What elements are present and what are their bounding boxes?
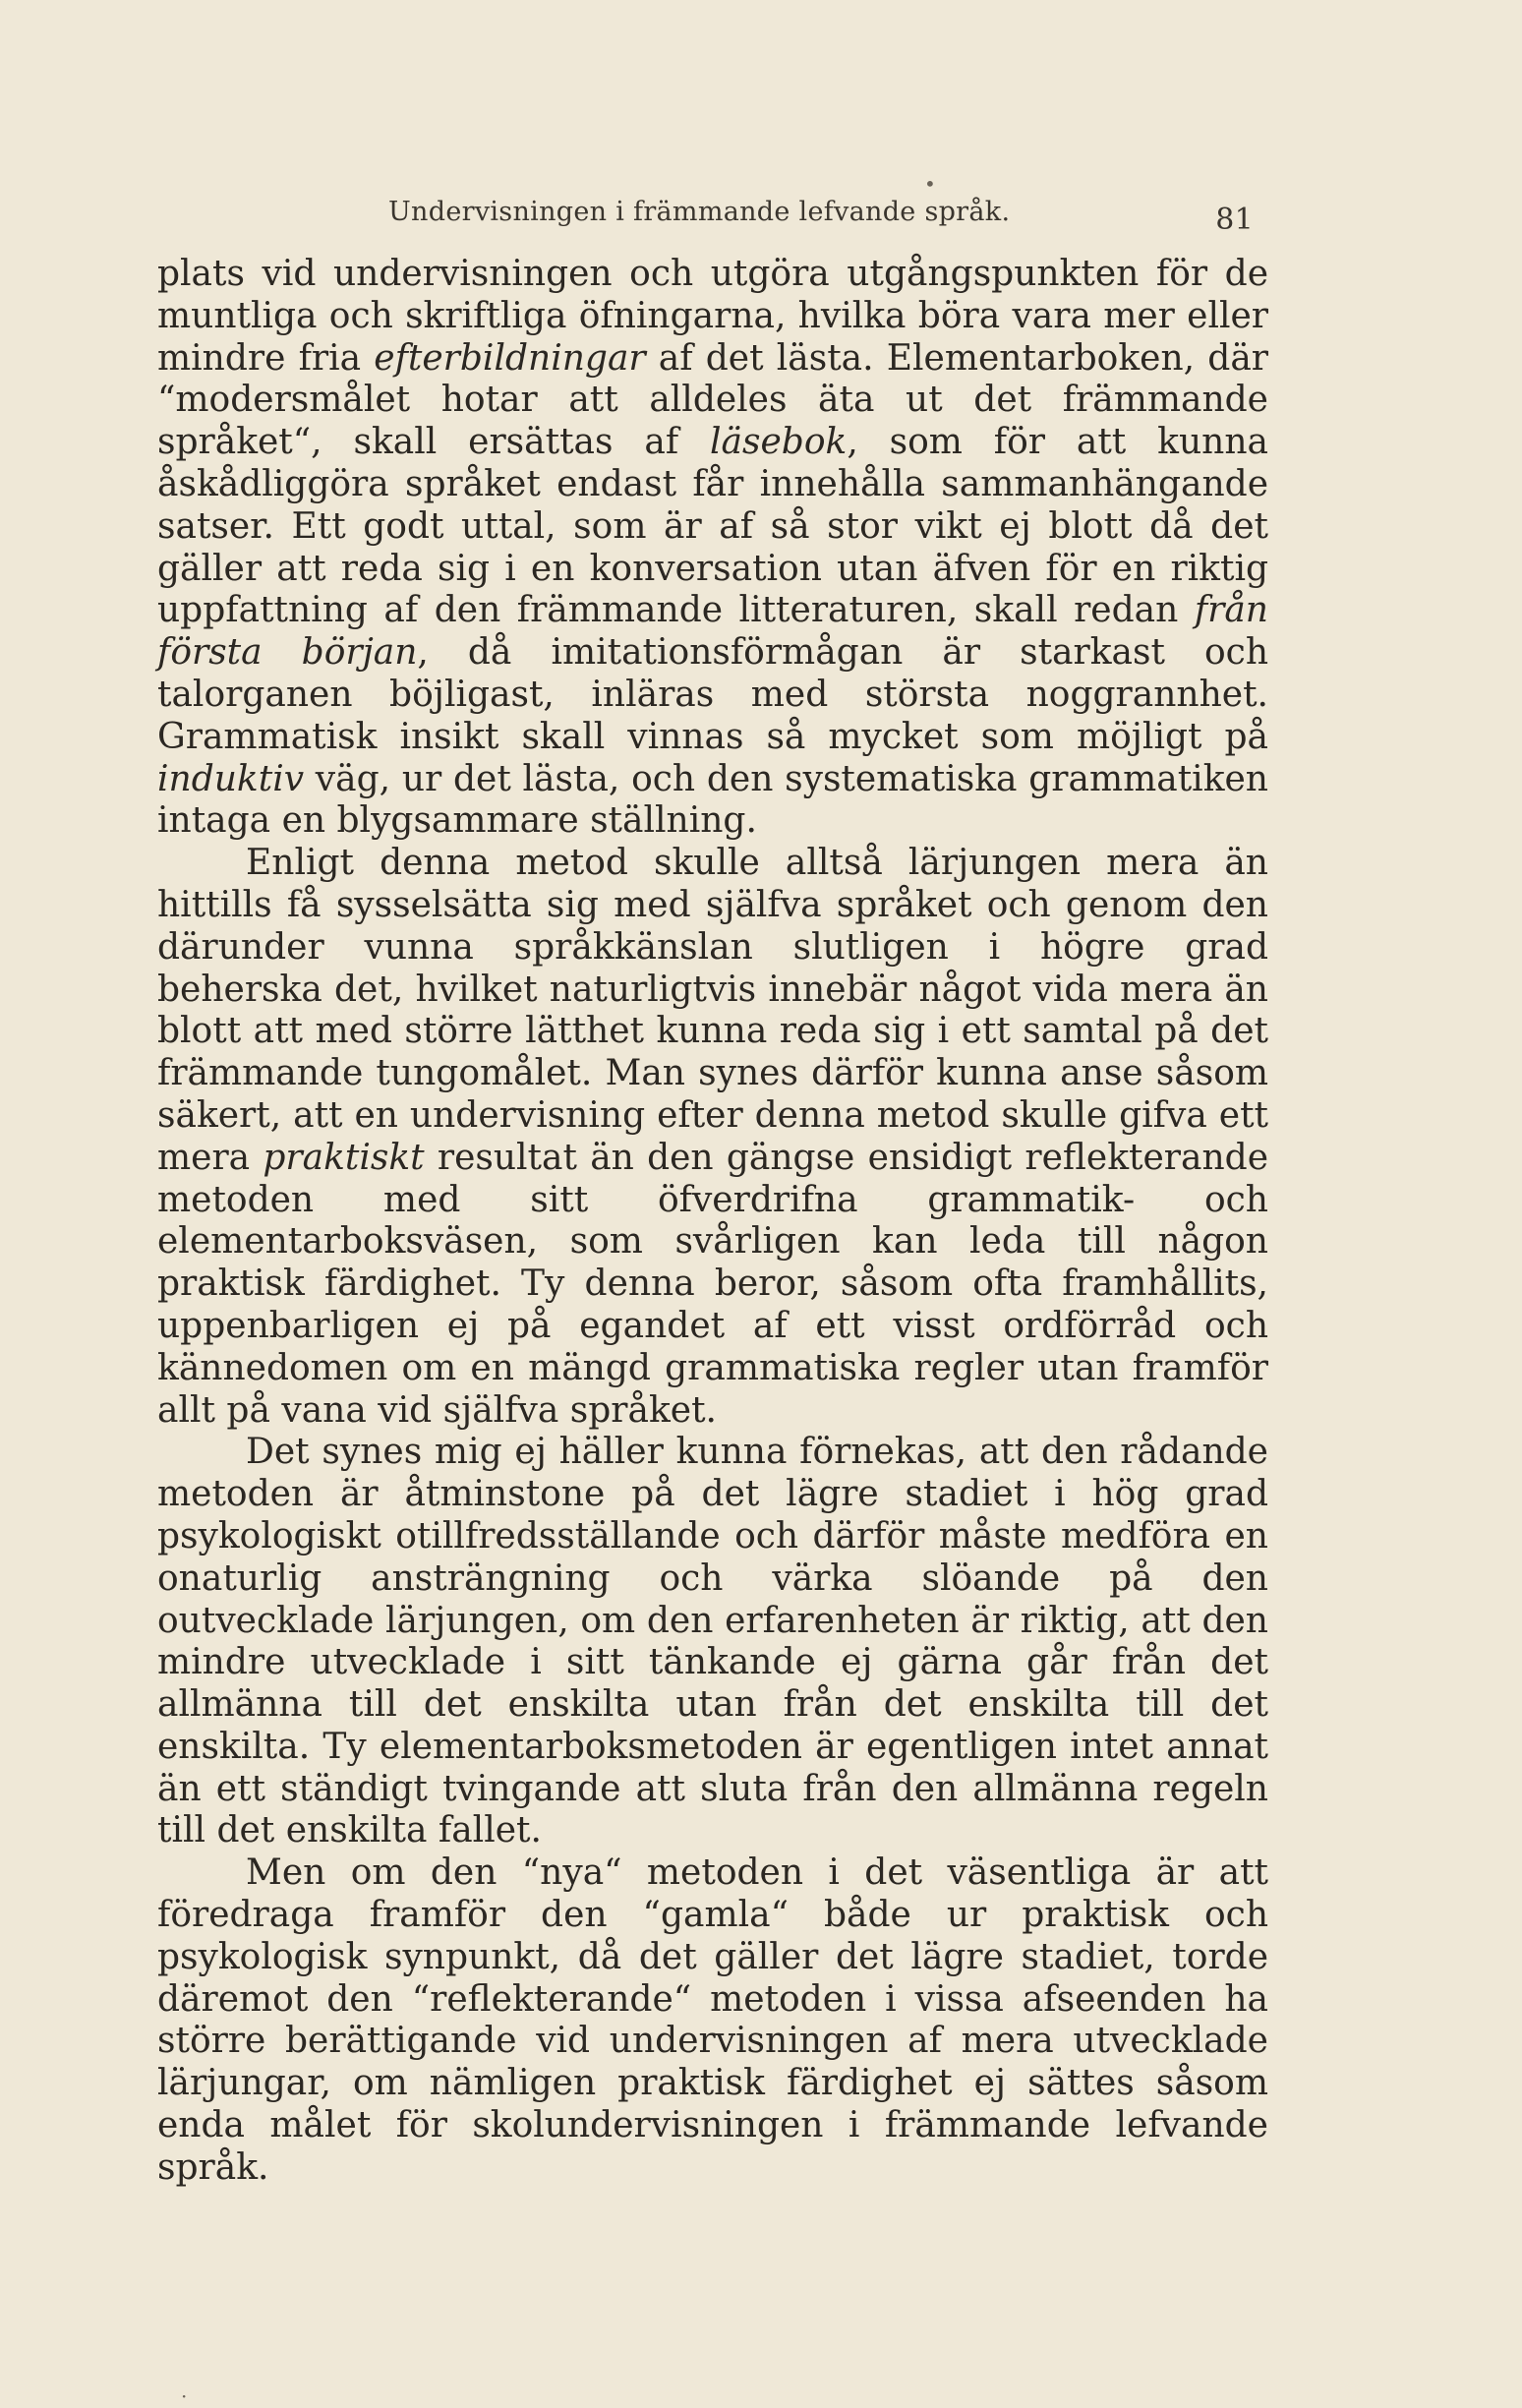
text-segment: väg, ur det lästa, och den systematiska grammatiken intaga en blygsammare ställning.	[157, 758, 1268, 842]
text-segment: plats vid undervisningen och utgöra utgångspunkten för de muntliga och skriftliga öfningarna, hvilka böra vara mer eller mindre fria	[157, 254, 1268, 379]
text-segment: Enligt denna metod skulle alltså lärjungen mera än hittills få sysselsätta sig med själfva språket och genom den därunder vunna språkkänslan slutligen i högre grad beherska det, hvilket naturligtvis innebär något vida mera än blott att med större lätthet kunna reda sig i ett samtal på det främmande tungomålet. Man synes därför kunna anse såsom säkert, att en undervisning efter denna metod skulle gifva ett mera	[157, 843, 1268, 1178]
running-title: Undervisningen i främmande lefvande språk.	[388, 197, 1011, 227]
print-speck-mark: ·	[181, 2384, 188, 2408]
italic-segment: efterbildningar	[374, 337, 646, 379]
print-speck-mark: •	[924, 172, 936, 196]
text-segment: af det lästa. Elementarboken, där “modersmålet hotar att alldeles äta ut det främmande språket“, skall ersättas af	[157, 337, 1268, 463]
italic-segment: praktiskt	[263, 1137, 425, 1178]
text-segment: Det synes mig ej häller kunna förnekas, att den rådande metoden är åtminstone på det lägre stadiet i hög grad psykologiskt otillfredsställande och därför måste medföra en onaturlig ansträngning och värka slöande på den outvecklade lärjungen, om den erfarenheten är riktig, att den mindre utvecklade i sitt tänkande ej gärna går från det allmänna till det enskilta utan från det enskilta till det enskilta. Ty elementarboksmetoden är egentligen intet annat än ett ständigt tvingande att sluta från den allmänna regeln till det enskilta fallet.	[157, 1432, 1268, 1851]
text-segment: , som för att kunna åskådliggöra språket endast får innehålla sammanhängande satser. Ett godt uttal, som är af så stor vikt ej blott då det gäller att reda sig i en konversation utan äfven för en riktig uppfattning af den främmande litteraturen, skall redan	[157, 422, 1268, 631]
paragraph-2	[157, 843, 1268, 1432]
text-segment: , då imitationsförmågan är starkast och talorganen böjligast, inläras med största noggrannhet. Grammatisk insikt skall vinnas så mycket som möjligt på	[157, 632, 1269, 757]
running-header	[388, 197, 1263, 242]
paragraph-3	[157, 1432, 1268, 1852]
paragraph-4	[157, 1852, 1268, 2189]
page-number: 81	[1215, 203, 1254, 237]
paragraph-1	[157, 254, 1268, 843]
italic-segment: induktiv	[157, 758, 305, 799]
italic-segment: från första början	[157, 590, 1268, 674]
text-segment: Men om den “nya“ metoden i det väsentliga är att föredraga framför den “gamla“ både ur praktisk och psykologisk synpunkt, då det gäller det lägre stadiet, torde däremot den “reflekterande“ metoden i vissa afseenden ha större berättigande vid undervisningen af mera utvecklade lärjungar, om nämligen praktisk färdighet ej sättes såsom enda målet för skolundervisningen i främmande lefvande språk.	[157, 1852, 1268, 2188]
body-text	[157, 254, 1268, 2190]
italic-segment: läsebok	[710, 422, 848, 463]
text-segment: resultat än den gängse ensidigt reflekterande metoden med sitt öfverdrifna grammatik- och elementarboksväsen, som svårligen kan leda till någon praktisk färdighet. Ty denna beror, såsom ofta framhållits, uppenbarligen ej på egandet af ett visst ordförråd och kännedomen om en mängd grammatiska regler utan framför allt på vana vid själfva språket.	[157, 1137, 1268, 1431]
